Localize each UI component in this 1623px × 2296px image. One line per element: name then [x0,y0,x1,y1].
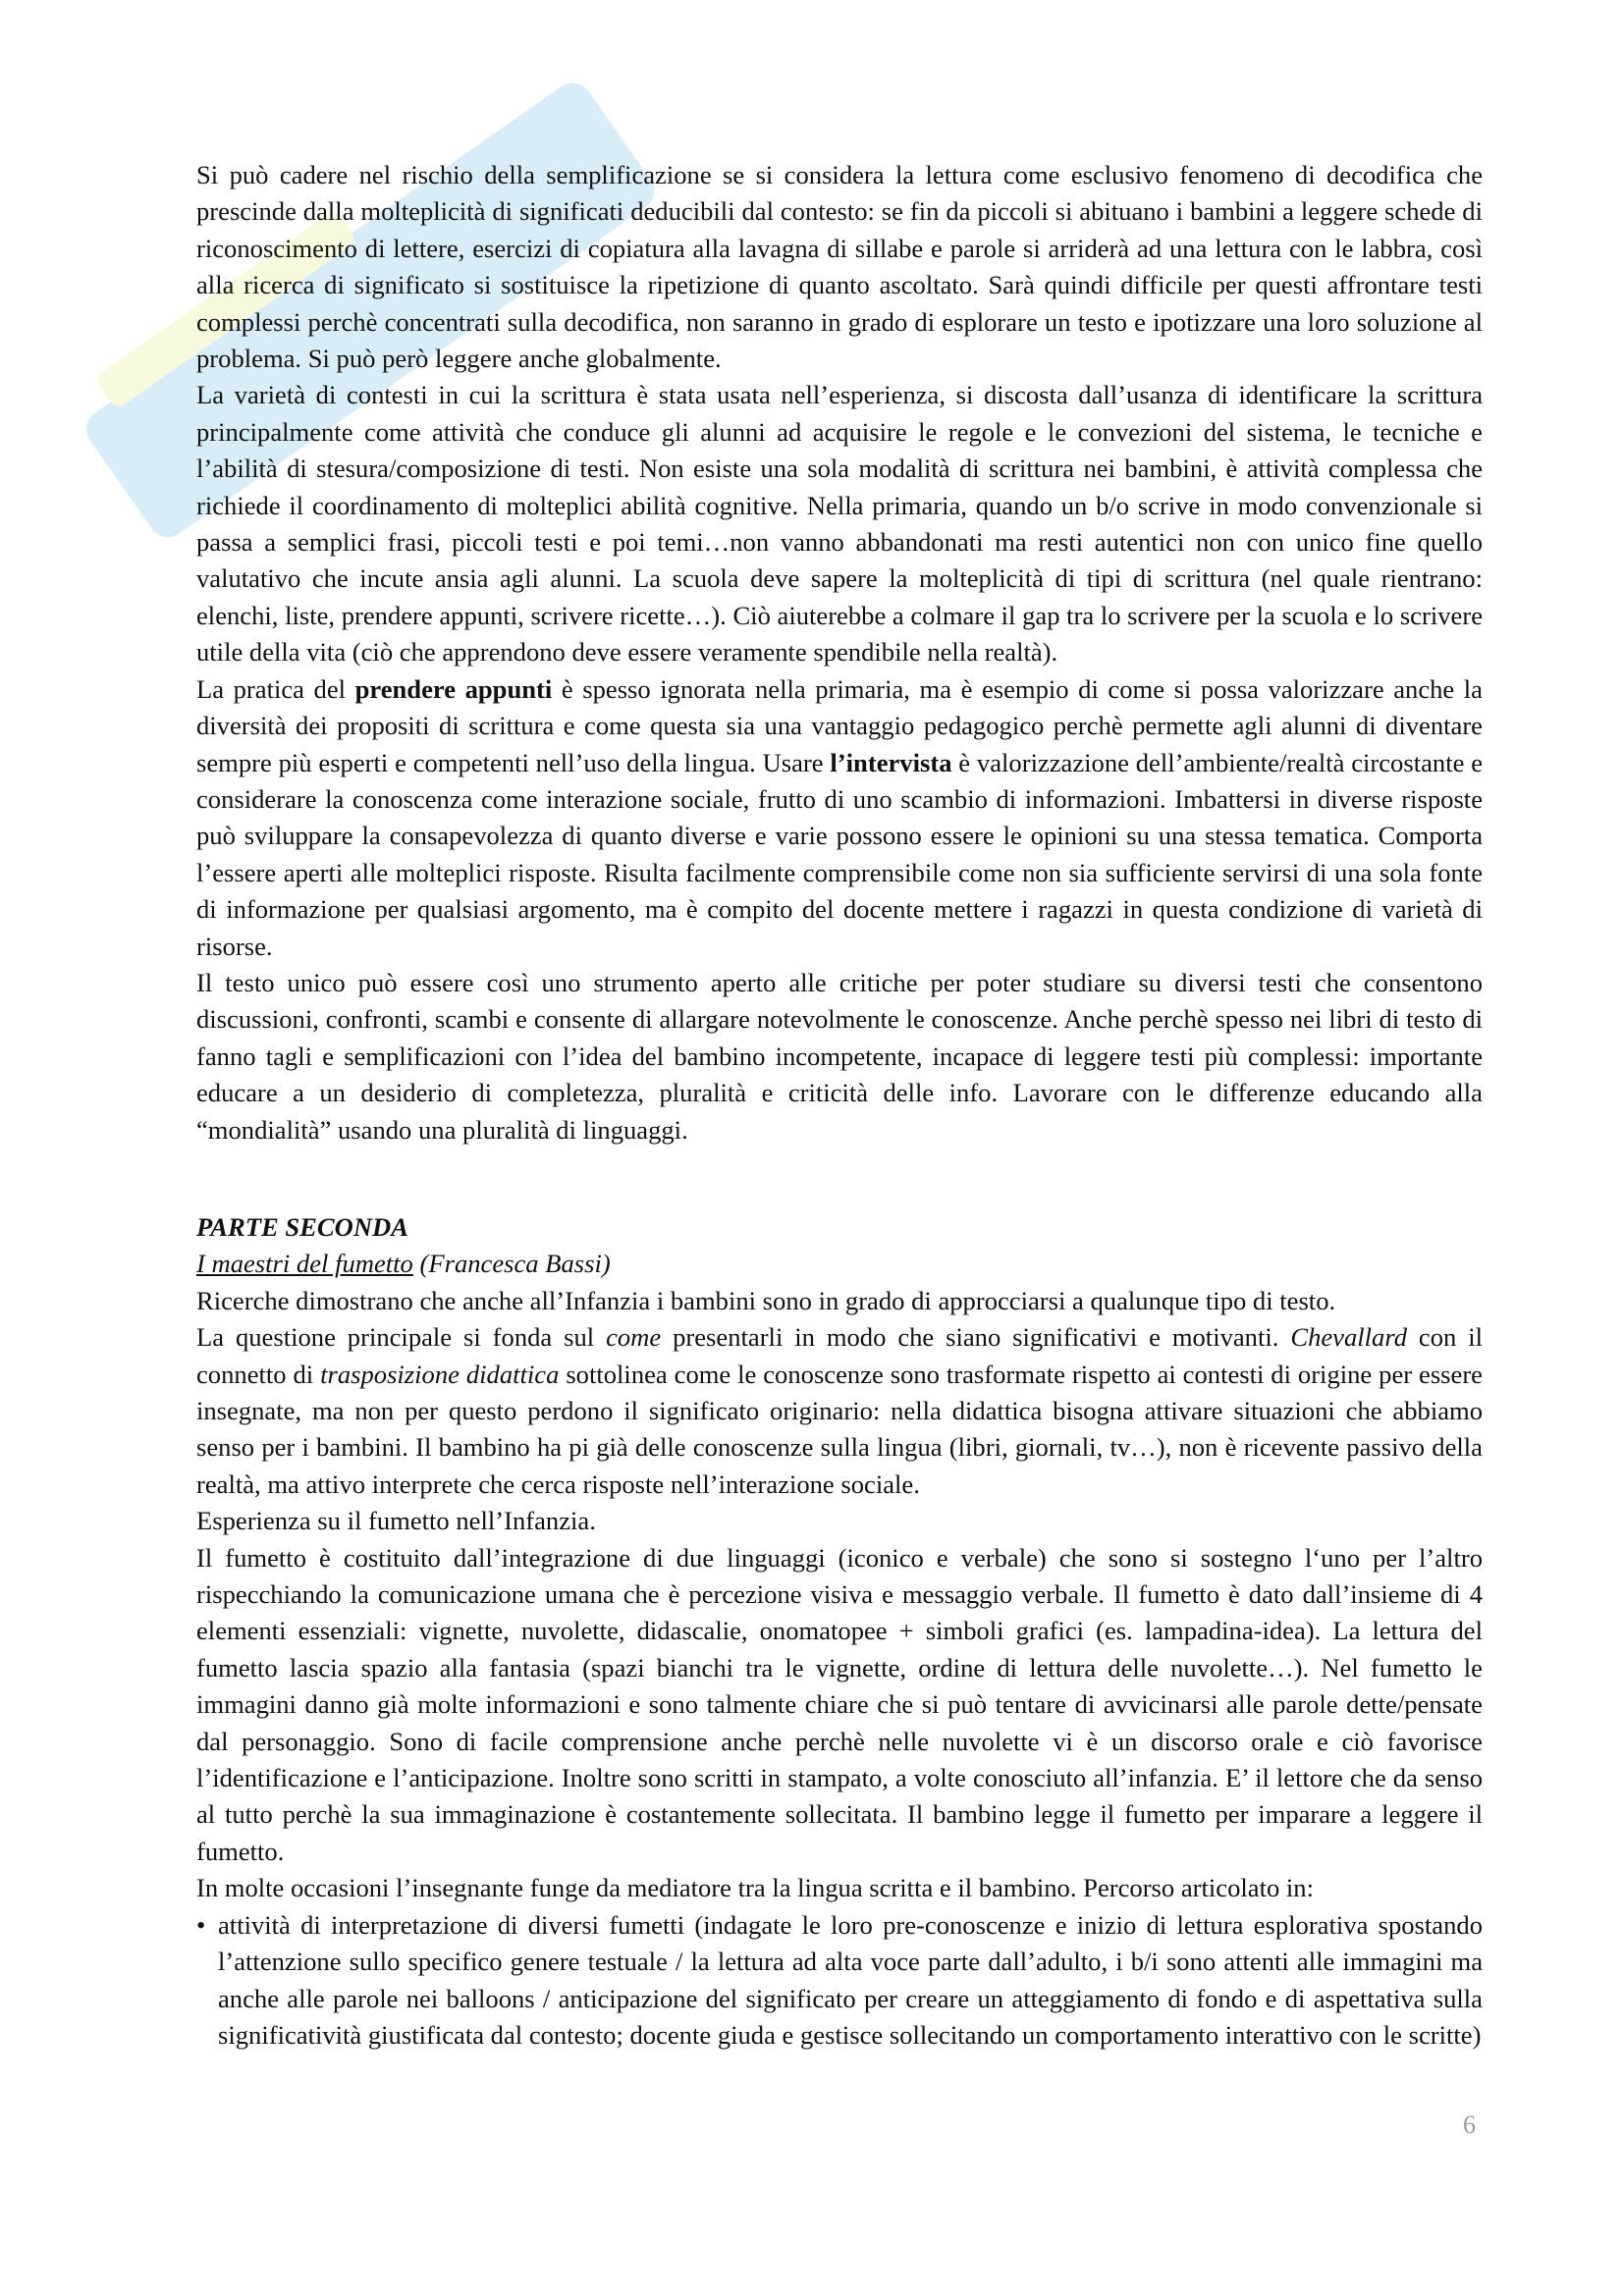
paragraph [196,1319,1483,1503]
text-run: La questione principale si fonda sul [196,1322,607,1353]
paragraph [196,671,1483,965]
intro-paragraphs [196,157,1483,1148]
text-run: Ricerche dimostrano che anche all’Infanzia i bambini sono in grado di approcciarsi a qualunque tipo di testo. [196,1285,1336,1315]
section-paragraphs [196,1283,1483,1907]
paragraph [196,157,1483,377]
text-run: è spesso ignorata nella primaria, ma è esempio di come si possa valorizzare anche la diversità dei propositi di scrittura e come questa sia una vantaggio pedagogico perchè permette agli alunni di diventare sempre più esperti e competenti nell’uso della lingua. Usare [196,673,1483,777]
paragraph [196,965,1483,1148]
text-run: Chevallard [1290,1322,1407,1353]
page-number: 6 [1463,2110,1476,2139]
section-subtitle-author: (Francesca Bassi) [412,1249,611,1279]
text-run: La pratica del [196,673,355,704]
text-run: La varietà di contesti in cui la scrittura è stata usata nell’esperienza, si discosta dall’usanza di identificare la scrittura principalmente come attività che conduce gli alunni ad acquisire le regole e le convezioni del sistema, le tecniche e l’abilità di stesura/composizione di testi. Non esiste una sola modalità di scrittura nei bambini, è attività complessa che richiede il coordinamento di molteplici abilità cognitive. Nella primaria, quando un b/o scrive in modo convenzionale si passa a semplici frasi, piccoli testi e poi temi…non vanno abbandonati ma resti autentici non con unico fine quello valutativo che incute ansia agli alunni. La scuola deve sapere la molteplicità di tipi di scrittura (nel quale rientrano: elenchi, liste, prendere appunti, scrivere ricette…). Ciò aiuterebbe a colmare il gap tra lo scrivere per la scuola e lo scrivere utile della vita (ciò che apprendono deve essere veramente spendibile nella realtà). [196,380,1483,667]
text-run: sottolinea come le conoscenze sono trasformate rispetto ai contesti di origine per essere insegnate, ma non per questo perdono il significato originario: nella didattica bisogna attivare situazioni che abbiamo senso per i bambini. Il bambino ha pi già delle conoscenze sulla lingua (libri, giornali, tv…), non è ricevente passivo della realtà, ma attivo interprete che cerca risposte nell’interazione sociale. [196,1359,1483,1499]
text-run: con il connetto di [196,1322,1483,1389]
text-run: è valorizzazione dell’ambiente/realtà circostante e considerare la conoscenza come interazione sociale, frutto di uno scambio di informazioni. Imbattersi in diverse risposte può sviluppare la consapevolezza di quanto diverse e varie possono essere le opinioni su una stessa tematica. Comporta l’essere aperti alle molteplici risposte. Risulta facilmente comprensibile come non sia sufficiente servirsi di una sola fonte di informazione per qualsiasi argomento, ma è compito del docente mettere i ragazzi in questa condizione di varietà di risorse. [196,747,1484,961]
text-run: come [606,1322,662,1353]
section-subtitle [196,1246,1483,1282]
text-run: Si può cadere nel rischio della semplificazione se si considera la lettura come esclusivo fenomeno di decodifica che prescinde dalla molteplicità di significati deducibili dal contesto: se fin da piccoli si abituano i bambini a leggere schede di riconoscimento di lettere, esercizi di copiatura alla lavagna di sillabe e parole si arriderà ad una lettura con le labbra, così alla ricerca di significato si sostituisce la ripetizione di quanto ascoltato. Sarà quindi difficile per questi affrontare testi complessi perchè concentrati sulla decodifica, non saranno in grado di esplorare un testo e ipotizzare una loro soluzione al problema. Si può però leggere anche globalmente. [196,160,1483,374]
paragraph [196,1870,1483,1906]
section-subtitle-title: I maestri del fumetto [196,1249,413,1279]
text-run: prendere appunti [354,673,553,704]
list-item [196,1907,1483,2055]
bullet-icon: • [196,1909,206,1940]
document-body [196,157,1483,2054]
text-run: In molte occasioni l’insegnante funge da mediatore tra la lingua scritta e il bambino. Percorso articolato in: [196,1873,1314,1903]
bullet-list [196,1907,1483,2055]
section-gap [196,1148,1483,1209]
text-run: Il testo unico può essere così uno strumento aperto alle critiche per poter studiare su diversi testi che consentono discussioni, confronti, scambi e consente di allargare notevolmente le conoscenze. Anche perchè spesso nei libri di testo di fanno tagli e semplificazioni con l’idea del bambino incompetente, incapace di leggere testi più complessi: importante educare a un desiderio di completezza, pluralità e criticità delle info. Lavorare con le differenze educando alla “mondialità” usando una pluralità di linguaggi. [196,967,1483,1145]
paragraph [196,1540,1483,1871]
text-run: Esperienza su il fumetto nell’Infanzia. [196,1506,596,1536]
text-run: trasposizione didattica [320,1359,560,1389]
list-item-text: attività di interpretazione di diversi fumetti (indagate le loro pre-conoscenze e inizio di lettura esplorativa spostando l’attenzione sullo specifico genere testuale / la lettura ad alta voce parte dall’adulto, i b/i sono attenti alle immagini ma anche alle parole nei balloons / anticipazione del significato per creare un atteggiamento di fondo e di aspettativa sulla significatività giustificata dal contesto; docente giuda e gestisce sollecitando un comportamento interattivo con le scritte) [218,1909,1483,2050]
paragraph [196,1283,1483,1319]
text-run: presentarli in modo che siano significativi e motivanti. [661,1322,1291,1353]
text-run: Il fumetto è costituito dall’integrazione di due linguaggi (iconico e verbale) che sono si sostegno l‘uno per l’altro rispecchiando la comunicazione umana che è percezione visiva e messaggio verbale. Il fumetto è dato dall’insieme di 4 elementi essenziali: vignette, nuvolette, didascalie, onomatopee + simboli grafici (es. lampadina-idea). La lettura del fumetto lascia spazio alla fantasia (spazi bianchi tra le vignette, ordine di lettura delle nuvolette…). Nel fumetto le immagini danno già molte informazioni e sono talmente chiare che si può tentare di avvicinarsi alle parole dette/pensate dal personaggio. Sono di facile comprensione anche perchè nelle nuvolette vi è un discorso orale e ciò favorisce l’identificazione e l’anticipazione. Inoltre sono scritti in stampato, a volte conosciuto all’infanzia. E’ il lettore che da senso al tutto perchè la sua immaginazione è costantemente sollecitata. Il bambino legge il fumetto per imparare a leggere il fumetto. [196,1542,1483,1866]
paragraph [196,377,1483,670]
text-run: l’intervista [830,747,952,777]
section-title: PARTE SECONDA [196,1211,408,1242]
paragraph [196,1503,1483,1539]
